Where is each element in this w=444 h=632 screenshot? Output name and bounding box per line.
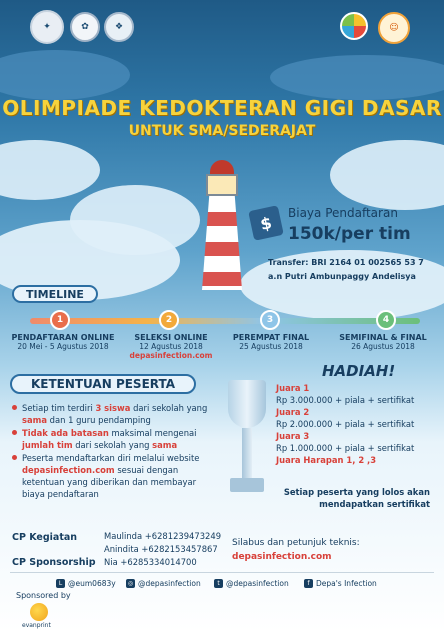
certificate-note bbox=[278, 486, 430, 510]
timeline-stage bbox=[226, 333, 316, 351]
cp-kegiatan-contact: Anindita +6282153457867 bbox=[104, 544, 218, 554]
stage-date: 26 Agustus 2018 bbox=[351, 342, 415, 351]
timeline-step-1: 1 bbox=[50, 310, 70, 330]
social-handle: @depasinfection bbox=[226, 579, 289, 588]
rule-highlight: Tidak ada batasan bbox=[22, 428, 109, 438]
poster-title: OLIMPIADE KEDOKTERAN GIGI DASAR bbox=[2, 96, 442, 120]
stage-date: 25 Agustus 2018 bbox=[239, 342, 303, 351]
prize-value: Rp 1.000.000 + piala + sertifikat bbox=[276, 443, 415, 453]
rule-item bbox=[10, 427, 216, 451]
stage-date: 20 Mei - 5 Agustus 2018 bbox=[17, 342, 109, 351]
timeline-stage bbox=[8, 333, 118, 351]
stage-link[interactable]: depasinfection.com bbox=[129, 351, 213, 360]
rule-text: maksimal mengenai bbox=[108, 428, 197, 438]
timeline-step-2: 2 bbox=[159, 310, 179, 330]
rule-link[interactable]: depasinfection.com bbox=[22, 465, 115, 475]
cloud bbox=[0, 140, 100, 200]
rule-text: dan 1 guru pendamping bbox=[47, 415, 151, 425]
organization-logo: ❖ bbox=[104, 12, 134, 42]
sponsor-name: evanprint bbox=[22, 622, 51, 629]
timeline-stage bbox=[326, 333, 440, 351]
cp-kegiatan-label: CP Kegiatan bbox=[12, 532, 78, 543]
stage-name: SEMIFINAL & FINAL bbox=[339, 333, 427, 342]
rule-text: Setiap tim terdiri bbox=[22, 403, 96, 413]
social-twitter[interactable] bbox=[214, 579, 289, 588]
prize-value: Rp 3.000.000 + piala + sertifikat bbox=[276, 395, 415, 405]
money-icon: $ bbox=[248, 205, 284, 241]
certificate-line: Setiap peserta yang lolos akan bbox=[283, 487, 430, 497]
rules-title: KETENTUAN PESERTA bbox=[10, 374, 196, 394]
certificate-line: mendapatkan sertifikat bbox=[319, 499, 430, 509]
syllabus-label: Silabus dan petunjuk teknis: bbox=[232, 538, 360, 548]
prize-rank: Juara Harapan 1, 2 ,3 bbox=[276, 455, 377, 465]
prize-value: Rp 2.000.000 + piala + sertifikat bbox=[276, 419, 415, 429]
facebook-icon: f bbox=[304, 579, 313, 588]
rule-text: Peserta mendaftarkan diri melalui website bbox=[22, 453, 200, 463]
divider bbox=[10, 572, 434, 573]
cloud bbox=[270, 55, 444, 100]
rule-text: sesuai dengan ketentuan yang diberikan dan membayar biaya pendaftaran bbox=[22, 465, 197, 499]
trophy-icon bbox=[222, 380, 272, 500]
social-instagram[interactable] bbox=[126, 579, 201, 588]
social-handle: Depa's Infection bbox=[316, 579, 377, 588]
rule-text: dari sekolah yang bbox=[130, 403, 208, 413]
lighthouse-illustration bbox=[196, 160, 248, 290]
sponsored-label: Sponsored by bbox=[16, 591, 71, 600]
poster-subtitle: UNTUK SMA/SEDERAJAT bbox=[128, 123, 316, 139]
rule-highlight: sama bbox=[152, 440, 178, 450]
timeline-line bbox=[30, 318, 420, 324]
social-handle: @depasinfection bbox=[138, 579, 201, 588]
social-line[interactable] bbox=[56, 579, 116, 588]
rule-highlight: jumlah tim bbox=[22, 440, 73, 450]
prize-rank: Juara 3 bbox=[276, 431, 310, 441]
cp-kegiatan-contact: Maulinda +6281239473249 bbox=[104, 531, 222, 541]
stage-name: PEREMPAT FINAL bbox=[232, 333, 310, 342]
rule-item bbox=[10, 402, 216, 426]
cp-sponsorship-label: CP Sponsorship bbox=[12, 557, 96, 568]
rule-text: dari sekolah yang bbox=[72, 440, 153, 450]
timeline-step-4: 4 bbox=[376, 310, 396, 330]
instagram-icon: ◎ bbox=[127, 580, 134, 587]
rule-highlight: 3 siswa bbox=[95, 403, 131, 413]
rule-item bbox=[10, 452, 216, 500]
cp-sponsorship-contact: Nia +6285334014700 bbox=[104, 557, 197, 567]
social-handle: @eum0683y bbox=[68, 579, 116, 588]
timeline-title: TIMELINE bbox=[12, 285, 98, 303]
partner-logo bbox=[340, 12, 368, 40]
line-icon: L bbox=[56, 579, 65, 588]
fee-label: Biaya Pendaftaran bbox=[288, 206, 398, 220]
event-logo: ☺ bbox=[378, 12, 410, 44]
cloud bbox=[0, 50, 130, 100]
stage-name: SELEKSI ONLINE bbox=[134, 333, 208, 342]
twitter-icon: t bbox=[214, 579, 223, 588]
faculty-logo: ✿ bbox=[70, 12, 100, 42]
syllabus-link[interactable]: depasinfection.com bbox=[232, 552, 332, 562]
prize-title: HADIAH! bbox=[322, 362, 396, 380]
stage-name: PENDAFTARAN ONLINE bbox=[11, 333, 115, 342]
fee-price: 150k/per tim bbox=[288, 224, 411, 244]
prize-rank: Juara 1 bbox=[276, 383, 310, 393]
timeline-step-3: 3 bbox=[260, 310, 280, 330]
transfer-account-name: a.n Putri Ambunpaggy Andelisya bbox=[268, 272, 416, 281]
syllabus-info bbox=[232, 536, 360, 564]
timeline-stage bbox=[118, 333, 224, 360]
cloud bbox=[330, 140, 444, 210]
rule-highlight: sama bbox=[22, 415, 48, 425]
stage-date: 12 Agustus 2018 bbox=[139, 342, 203, 351]
rules-list bbox=[10, 402, 216, 501]
prize-list bbox=[276, 382, 414, 466]
prize-rank: Juara 2 bbox=[276, 407, 310, 417]
transfer-account: Transfer: BRI 2164 01 002565 53 7 bbox=[268, 258, 424, 267]
sponsor-logo bbox=[30, 603, 48, 621]
university-logo: ✦ bbox=[30, 10, 64, 44]
social-facebook[interactable] bbox=[304, 579, 377, 588]
